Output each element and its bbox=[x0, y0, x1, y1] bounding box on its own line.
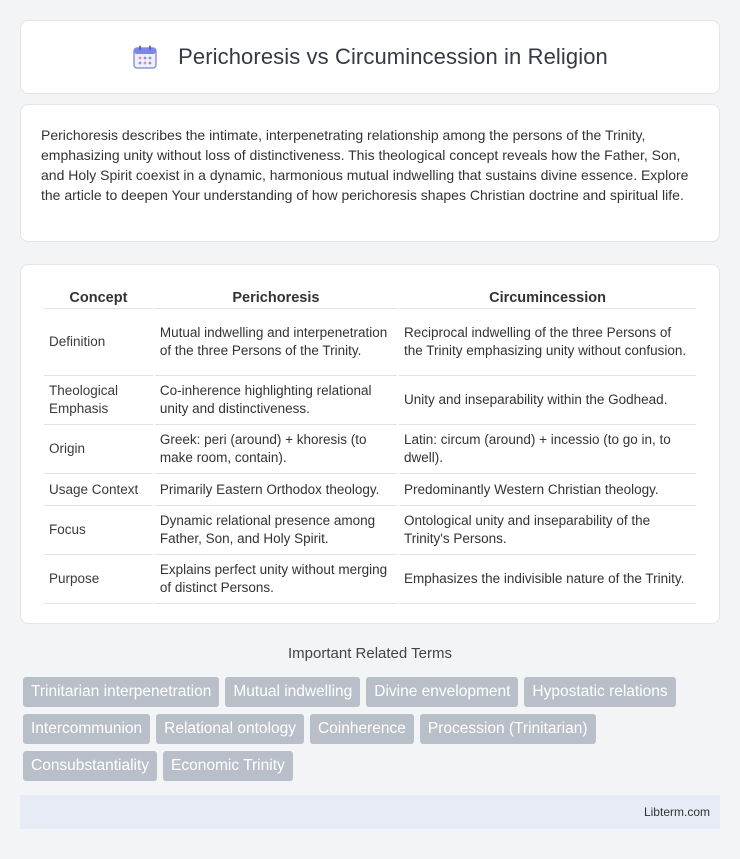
cell-circumincession: Emphasizes the indivisible nature of the Trinity. bbox=[399, 555, 696, 604]
related-term-tag[interactable]: Consubstantiality bbox=[23, 751, 157, 781]
page-title: Perichoresis vs Circumincession in Religion bbox=[178, 44, 608, 69]
table-row bbox=[44, 555, 696, 604]
cell-concept: Usage Context bbox=[44, 474, 153, 506]
table-row bbox=[44, 309, 696, 376]
comparison-table bbox=[42, 285, 698, 604]
related-term-tag[interactable]: Intercommunion bbox=[23, 714, 150, 744]
related-term-tag[interactable]: Relational ontology bbox=[156, 714, 304, 744]
cell-perichoresis: Dynamic relational presence among Father, Son, and Holy Spirit. bbox=[155, 506, 397, 555]
comparison-card bbox=[20, 264, 720, 624]
related-term-tag[interactable]: Procession (Trinitarian) bbox=[420, 714, 596, 744]
cell-perichoresis: Explains perfect unity without merging of distinct Persons. bbox=[155, 555, 397, 604]
header-card bbox=[20, 20, 720, 94]
footer-site-link[interactable]: Libterm.com bbox=[643, 805, 710, 819]
cell-concept: Purpose bbox=[44, 555, 153, 604]
cell-circumincession: Predominantly Western Christian theology. bbox=[399, 474, 696, 506]
cell-circumincession: Ontological unity and inseparability of the Trinity's Persons. bbox=[399, 506, 696, 555]
cell-circumincession: Reciprocal indwelling of the three Persons of the Trinity emphasizing unity without confusion. bbox=[399, 309, 696, 376]
cell-perichoresis: Co-inherence highlighting relational unity and distinctiveness. bbox=[155, 376, 397, 425]
cell-concept: Focus bbox=[44, 506, 153, 555]
related-term-tag[interactable]: Divine envelopment bbox=[366, 677, 518, 707]
cell-circumincession: Latin: circum (around) + incessio (to go in, to dwell). bbox=[399, 425, 696, 474]
cell-perichoresis: Mutual indwelling and interpenetration of the three Persons of the Trinity. bbox=[155, 309, 397, 376]
cell-concept: Theological Emphasis bbox=[44, 376, 153, 425]
intro-paragraph: Perichoresis describes the intimate, interpenetrating relationship among the persons of the Trinity, emphasizing unity without loss of distinctiveness. This theological concept reveals how the Father, Son, and Holy Spirit coexist in a dynamic, harmonious mutual indwelling that sustains divine essence. Explore the article to deepen Your understanding of how perichoresis shapes Christian doctrine and spiritual life. bbox=[41, 127, 689, 203]
table-row bbox=[44, 425, 696, 474]
table-row bbox=[44, 376, 696, 425]
cell-concept: Origin bbox=[44, 425, 153, 474]
related-term-tag[interactable]: Mutual indwelling bbox=[225, 677, 360, 707]
header-perichoresis: Perichoresis bbox=[155, 285, 397, 309]
related-terms-title: Important Related Terms bbox=[288, 645, 452, 662]
related-term-tag[interactable]: Economic Trinity bbox=[163, 751, 293, 781]
related-terms-list bbox=[23, 677, 723, 781]
cell-perichoresis: Primarily Eastern Orthodox theology. bbox=[155, 474, 397, 506]
related-term-tag[interactable]: Coinherence bbox=[310, 714, 414, 744]
cell-concept: Definition bbox=[44, 309, 153, 376]
intro-card bbox=[20, 104, 720, 242]
related-term-tag[interactable]: Trinitarian interpenetration bbox=[23, 677, 219, 707]
header-circumincession: Circumincession bbox=[399, 285, 696, 309]
related-term-tag[interactable]: Hypostatic relations bbox=[524, 677, 675, 707]
calendar-icon bbox=[132, 44, 158, 70]
header-concept: Concept bbox=[44, 285, 153, 309]
table-row bbox=[44, 506, 696, 555]
cell-circumincession: Unity and inseparability within the Godhead. bbox=[399, 376, 696, 425]
footer bbox=[20, 795, 720, 829]
table-row bbox=[44, 474, 696, 506]
title-wrap bbox=[132, 44, 608, 70]
table-header-row bbox=[44, 285, 696, 309]
cell-perichoresis: Greek: peri (around) + khoresis (to make room, contain). bbox=[155, 425, 397, 474]
